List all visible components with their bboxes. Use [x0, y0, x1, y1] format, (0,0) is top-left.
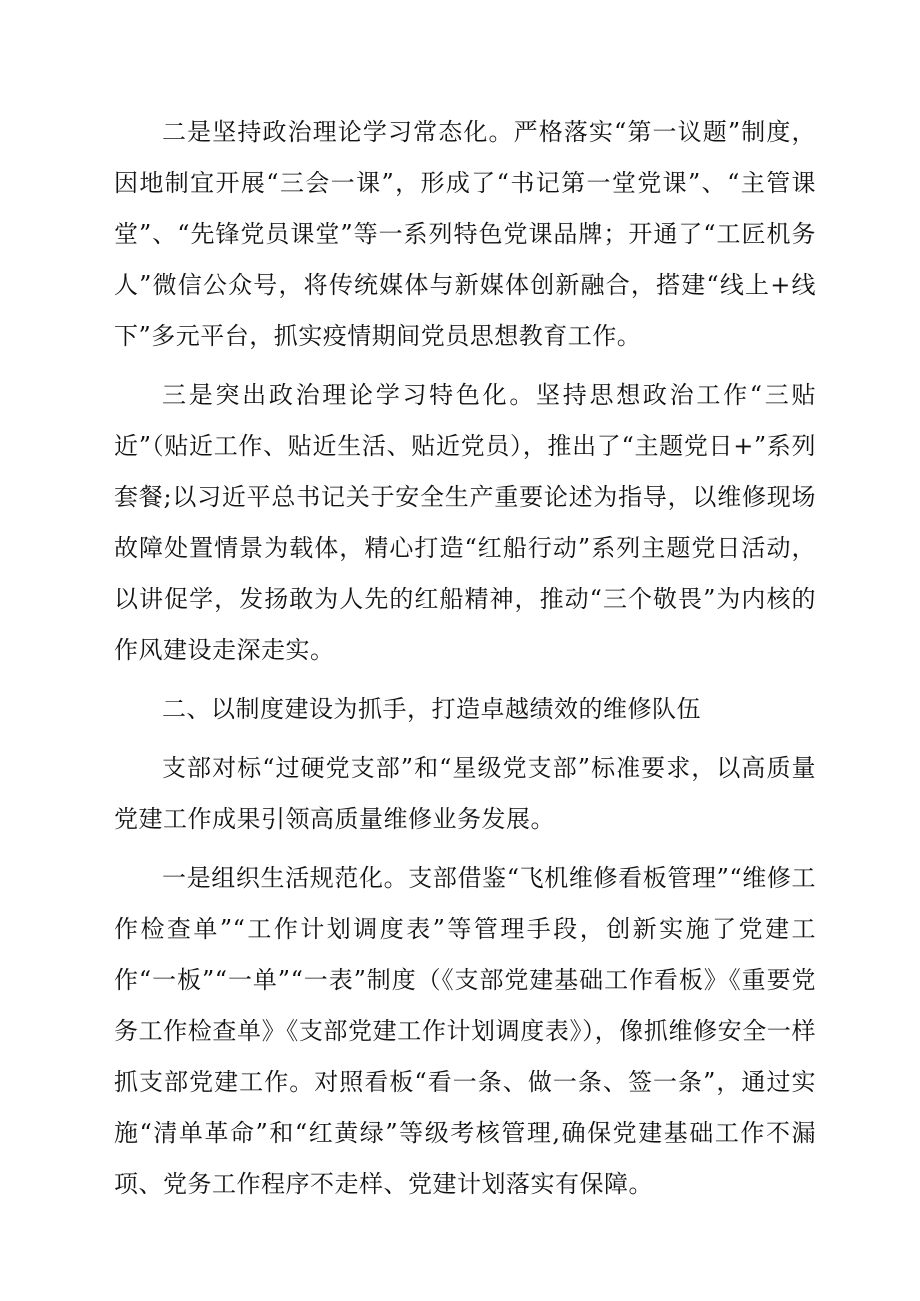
section-heading-institution-building: 二、以制度建设为抓手，打造卓越绩效的维修队伍: [162, 695, 701, 723]
paragraph-organizational-life-standardization: 一是组织生活规范化。支部借鉴“飞机维修看板管理”“维修工作检查单”“工作计划调度表”等管理手段，创新实施了党建工作“一板”“一单”“一表”制度（《支部党建基础工作看板》《重要党务工作检查单》《支部党建工作计划调度表》），像抓维修安全一样抓支部党建工作。对照看板“看一条、做一条、签一条”，通过实施“清单革命”和“红黄绿”等级考核管理,确保党建基础工作不漏项、党务工作程序不走样、党建计划落实有保障。: [114, 864, 816, 1198]
paragraph-political-study-characterization: 三是突出政治理论学习特色化。坚持思想政治工作“三贴近”（贴近工作、贴近生活、贴近党员），推出了“主题党日+”系列套餐;以习近平总书记关于安全生产重要论述为指导，以维修现场故障处置情景为载体，精心打造“红船行动”系列主题党日活动，以讲促学，发扬敢为人先的红船精神，推动“三个敬畏”为内核的作风建设走深走实。: [114, 381, 816, 664]
paragraph-branch-benchmarking: 支部对标“过硬党支部”和“星级党支部”标准要求，以高质量党建工作成果引领高质量维修业务发展。: [114, 754, 816, 833]
document-body: [114, 107, 816, 1210]
paragraph-political-study-normalization: 二是坚持政治理论学习常态化。严格落实“第一议题”制度，因地制宜开展“三会一课”，形成了“书记第一堂党课”、“主管课堂”、“先锋党员课堂”等一系列特色党课品牌；开通了“工匠机务人”微信公众号，将传统媒体与新媒体创新融合，搭建“线上+线下”多元平台，抓实疫情期间党员思想教育工作。: [114, 118, 816, 350]
